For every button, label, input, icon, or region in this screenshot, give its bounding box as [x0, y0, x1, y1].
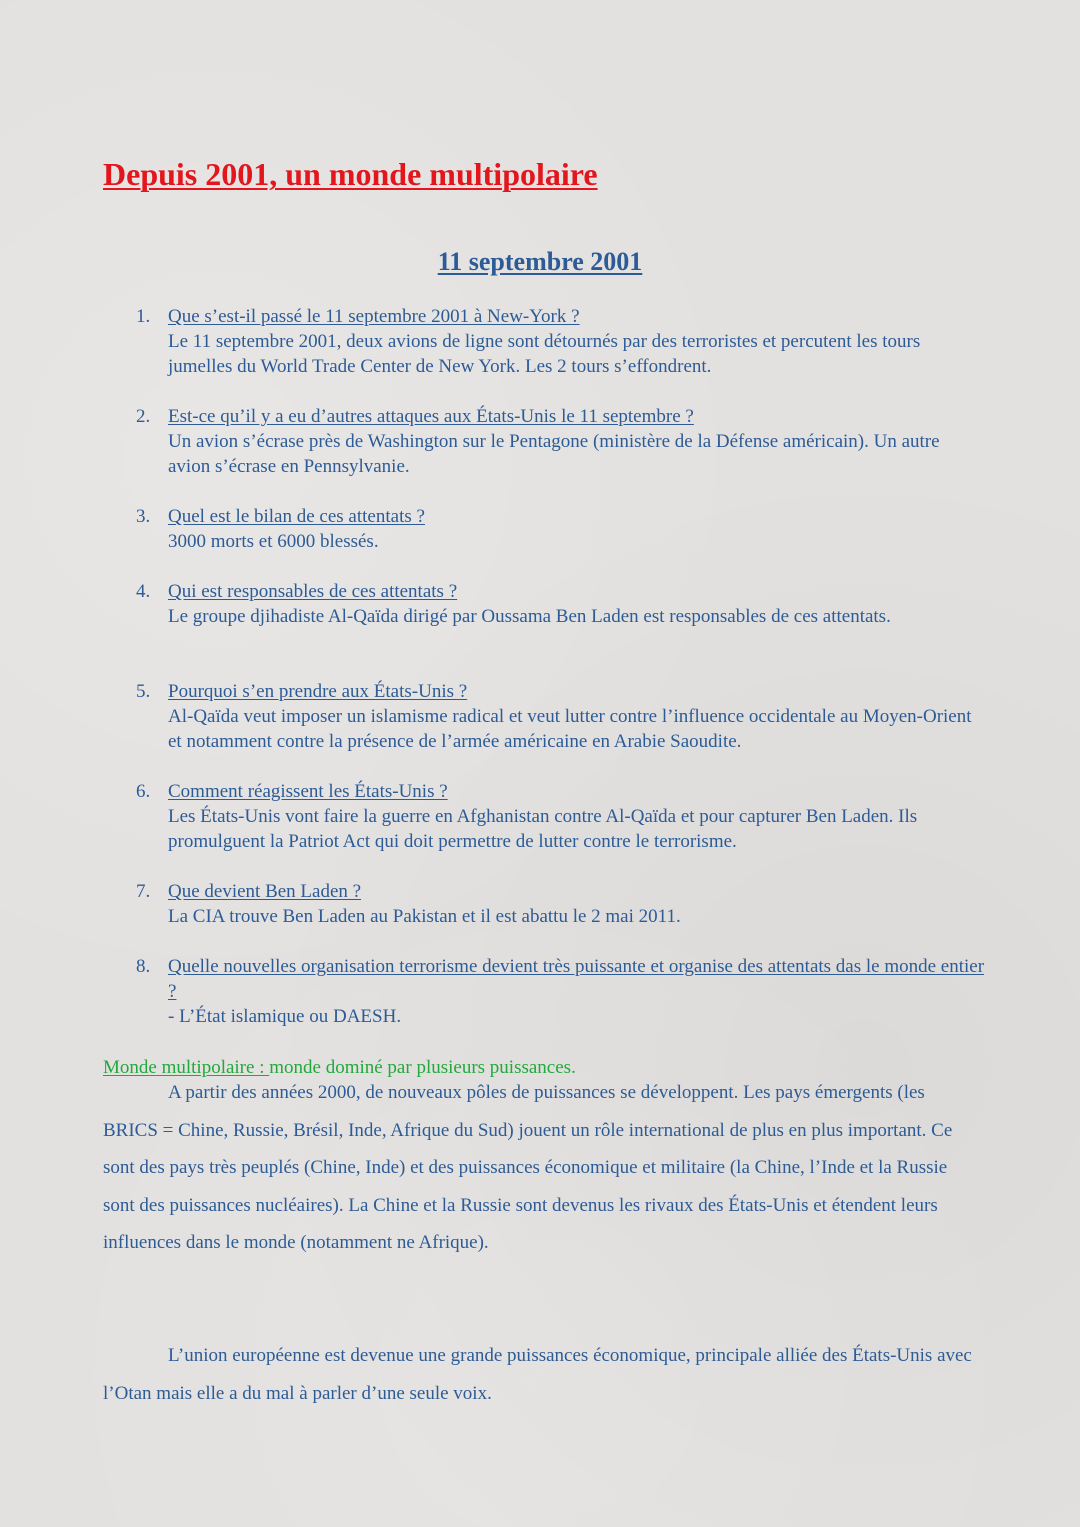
definition-term: Monde multipolaire :	[103, 1057, 270, 1078]
question-text: Comment réagissent les États-Unis ?	[168, 781, 448, 802]
answer-text: Le groupe djihadiste Al-Qaïda dirigé par Oussama Ben Laden est responsables de ces attentats.	[168, 606, 891, 627]
answer-text: 3000 morts et 6000 blessés.	[168, 531, 379, 552]
item-number: 8.	[136, 956, 151, 977]
list-item	[136, 779, 986, 854]
list-item	[136, 404, 986, 479]
question-text: Que s’est-il passé le 11 septembre 2001 à New-York ?	[168, 306, 580, 327]
item-number: 5.	[136, 681, 151, 702]
answer-text: Un avion s’écrase près de Washington sur le Pentagone (ministère de la Défense américain). Un autre avion s’écrase en Pennsylvanie.	[168, 431, 940, 477]
question-text: Pourquoi s’en prendre aux États-Unis ?	[168, 681, 468, 702]
definition-text: monde dominé par plusieurs puissances.	[269, 1057, 576, 1078]
list-item	[136, 304, 986, 379]
question-text: Qui est responsables de ces attentats ?	[168, 581, 458, 602]
item-number: 1.	[136, 306, 151, 327]
answer-text: - L’État islamique ou DAESH.	[168, 1006, 402, 1027]
list-item	[136, 879, 986, 929]
question-text: Quel est le bilan de ces attentats ?	[168, 506, 425, 527]
list-item	[136, 579, 986, 629]
item-number: 3.	[136, 506, 151, 527]
paragraph-eu: L’union européenne est devenue une grande puissances économique, principale alliée des États-Unis avec l’Otan mais elle a du mal à parler d’une seule voix.	[103, 1345, 972, 1404]
item-number: 2.	[136, 406, 151, 427]
page-title: Depuis 2001, un monde multipolaire	[103, 156, 598, 192]
question-text: Quelle nouvelles organisation terrorisme devient très puissante et organise des attentats das le monde entier ?	[168, 956, 985, 1002]
item-number: 4.	[136, 581, 151, 602]
question-text: Que devient Ben Laden ?	[168, 881, 362, 902]
answer-text: La CIA trouve Ben Laden au Pakistan et il est abattu le 2 mai 2011.	[168, 906, 681, 927]
answer-text: Le 11 septembre 2001, deux avions de ligne sont détournés par des terroristes et percutent les tours jumelles du World Trade Center de New York. Les 2 tours s’effondrent.	[168, 331, 921, 377]
answer-text: Les États-Unis vont faire la guerre en Afghanistan contre Al-Qaïda et pour capturer Ben Laden. Ils promulguent la Patriot Act qui doit permettre de lutter contre le terrorisme.	[168, 806, 918, 852]
answer-text: Al-Qaïda veut imposer un islamisme radical et veut lutter contre l’influence occidentale au Moyen-Orient et notamment contre la présence de l’armée américaine en Arabie Saoudite.	[168, 706, 972, 752]
item-number: 7.	[136, 881, 151, 902]
section-subtitle-text: 11 septembre 2001	[437, 247, 643, 276]
list-item	[136, 679, 986, 754]
paragraph-multipolar: A partir des années 2000, de nouveaux pôles de puissances se développent. Les pays émergents (les BRICS = Chine, Russie, Brésil, Inde, Afrique du Sud) jouent un rôle international de plus en plus important. Ce sont des pays très peuplés (Chine, Inde) et des puissances économique et militaire (la Chine, l’Inde et la Russie sont des puissances nucléaires). La Chine et la Russie sont devenus les rivaux des États-Unis et étendent leurs influences dans le monde (notamment ne Afrique).	[103, 1082, 953, 1254]
item-number: 6.	[136, 781, 151, 802]
section-subtitle	[0, 246, 1080, 278]
list-item	[136, 954, 986, 1029]
question-text: Est-ce qu’il y a eu d’autres attaques aux États-Unis le 11 septembre ?	[168, 406, 694, 427]
list-item	[136, 504, 986, 554]
